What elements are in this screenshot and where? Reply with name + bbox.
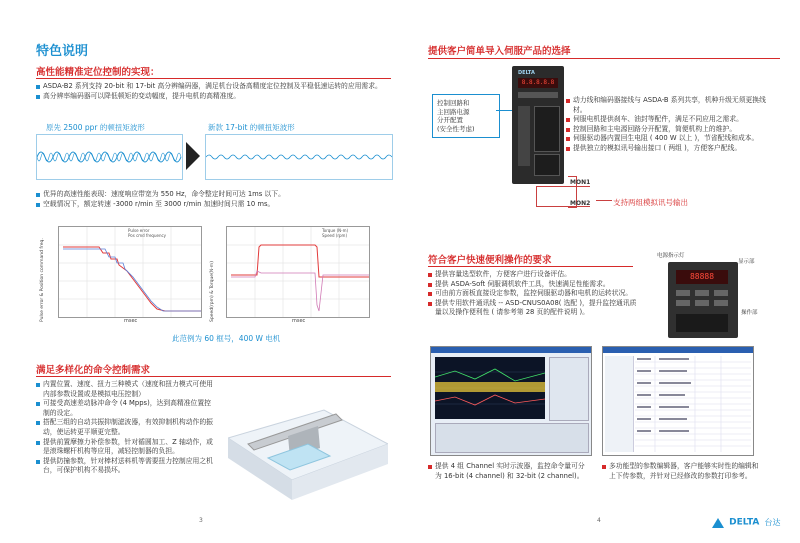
bullet: 伺服驱动器内置回生电阻 ( 400 W 以上 )，节省配线和成本。 bbox=[566, 134, 771, 144]
bullet: 优异的高速性能表现：速度响应带宽为 550 Hz，命令整定时间可达 1ms 以下。 bbox=[36, 190, 396, 200]
bullet: 提供专用软件通讯线 -- ASD-CNUS0A08( 选配 )，提升监控通讯质量以及操作便利性 ( 请参考第 28 页的配件说明 )。 bbox=[428, 299, 638, 318]
example-caption: 此范例为 60 框号，400 W 电机 bbox=[172, 334, 281, 343]
plot2-legend-item: Speed (rpm) bbox=[322, 233, 348, 238]
machine-illustration bbox=[228, 400, 388, 500]
panel-label-display: 显示部 bbox=[738, 259, 755, 265]
panel-key[interactable] bbox=[714, 300, 728, 306]
panel-key[interactable] bbox=[676, 300, 690, 306]
plot1 bbox=[58, 226, 202, 318]
drive-display: 8.8.8.8.8 bbox=[518, 78, 558, 88]
panel-key[interactable] bbox=[676, 290, 690, 296]
plot1-legend bbox=[128, 228, 166, 238]
operation-panel bbox=[668, 262, 738, 338]
right-sub2-bullets bbox=[428, 270, 638, 318]
drive-terminal bbox=[518, 106, 530, 166]
scope-controls bbox=[435, 423, 589, 453]
bullet: 动力线和编码器接线与 ASDA-B 系列共享，机种升级无须更换线材。 bbox=[566, 96, 771, 115]
divider bbox=[36, 376, 391, 377]
panel-label-keys: 操作部 bbox=[741, 310, 758, 316]
page-number-right: 4 bbox=[597, 517, 601, 524]
panel-lower bbox=[676, 314, 728, 332]
right-sub1-bullets bbox=[566, 96, 771, 154]
wave-svg-left bbox=[37, 135, 182, 179]
wave-chart-right bbox=[205, 134, 393, 180]
bullet: 可由前方面板直接设定参数，监控伺服驱动器和电机的运转状况。 bbox=[428, 289, 638, 299]
plot2-legend bbox=[322, 228, 348, 238]
mon-vline bbox=[536, 186, 537, 206]
drive-connector bbox=[534, 106, 560, 152]
plot2-xlabel: msec bbox=[292, 318, 306, 324]
callout-line: 控制回路和 bbox=[437, 99, 470, 107]
plot2-svg bbox=[227, 227, 369, 317]
panel-key[interactable] bbox=[695, 290, 709, 296]
bullet: 提供容量选型软件，方便客户进行设备评估。 bbox=[428, 270, 638, 280]
bullet: 控制回路和主电源回路分开配置，简便机构上的维护。 bbox=[566, 125, 771, 135]
plot2 bbox=[226, 226, 370, 318]
sub1-title: 高性能精准定位控制的实现： bbox=[36, 67, 160, 78]
param-editor-window bbox=[602, 346, 754, 456]
window-titlebar bbox=[603, 347, 753, 353]
bullet: 提供 4 组 Channel 实时示波器，监控命令量可分为 16-bit (4 channel) 和 32-bit (2 channel)。 bbox=[428, 462, 588, 481]
divider bbox=[428, 266, 633, 267]
bullet: 提供防撞参数，针对棒材送料机等需要扭力控制应用之机台，可保护机构不易损坏。 bbox=[36, 457, 214, 476]
perf-bullets bbox=[36, 190, 396, 209]
right-sub1-title: 提供客户简单导入伺服产品的选择 bbox=[428, 46, 571, 57]
divider bbox=[36, 78, 391, 79]
sub1-bullets bbox=[36, 82, 396, 101]
plot1-legend-item: Pos cmd frequency bbox=[128, 233, 167, 238]
mon1-line bbox=[536, 186, 590, 187]
panel-label-power: 电源指示灯 bbox=[657, 253, 685, 259]
plot2-ylabel: Speed(rpm) & Torque(N-m) bbox=[210, 261, 215, 322]
machine-svg bbox=[228, 400, 388, 500]
callout-box bbox=[432, 94, 500, 138]
scope-software-window bbox=[430, 346, 592, 456]
bullet: 内置位置、速度、扭力三种模式（速度和扭力模式可使用内部参数设置或是模拟电压控制） bbox=[36, 380, 214, 399]
bullet: 提供独立的模拟讯号输出接口 ( 两组 )，方便客户配线。 bbox=[566, 144, 771, 154]
arrow-right-icon bbox=[186, 142, 200, 170]
scope-screen bbox=[435, 357, 545, 419]
bullet: 提供前置摩擦力补偿参数，针对循圆加工、Z 轴动作，或是滚珠螺杆机构等应用，减轻控制器的负担。 bbox=[36, 438, 214, 457]
scope-side-panel bbox=[549, 357, 589, 421]
bullet: 空载情况下，额定转速 -3000 r/min 至 3000 r/min 加速时间只需 10 ms。 bbox=[36, 200, 396, 210]
mon1-label: MON1 bbox=[570, 179, 591, 186]
mon2-label: MON2 bbox=[570, 200, 591, 207]
sub2-bullets bbox=[36, 380, 214, 476]
footer-brand: DELTA bbox=[729, 517, 760, 528]
footer-logo bbox=[712, 512, 780, 531]
plot1-svg bbox=[59, 227, 201, 317]
bullet: 高分辨率编码器可以降低顿矩的变动幅度，提升电机的高精准度。 bbox=[36, 92, 396, 102]
panel-display: 88888 bbox=[676, 270, 728, 284]
section-title: 特色说明 bbox=[36, 44, 89, 59]
drive-connector bbox=[534, 154, 560, 176]
callout-line: 分开配置 bbox=[437, 116, 463, 124]
plot1-ylabel: Pulse error & Position command freq. bbox=[40, 238, 45, 322]
bullet: 可接受高速差动脉冲命令 (4 Mpps)，达到高精准位置控制的设定。 bbox=[36, 399, 214, 418]
bullet: 搭配三组的自动共振抑制滤波器，有效抑制机构动作的振动，使运转更平顺更完整。 bbox=[36, 418, 214, 437]
bullet: ASDA-B2 系列支持 20-bit 和 17-bit 高分辨编码器，满足机台设备高精度定位控制及平稳低速运转的应用需求。 bbox=[36, 82, 396, 92]
drive-brand: DELTA bbox=[518, 70, 535, 76]
window-titlebar bbox=[431, 347, 591, 353]
wave-right-label: 新款 17-bit 的顿扭矩波形 bbox=[208, 123, 295, 132]
panel-key[interactable] bbox=[714, 290, 728, 296]
footer-brand-cn: 台达 bbox=[764, 518, 781, 527]
plot2-legend-item: Torque (N-m) bbox=[322, 228, 349, 233]
plot1-xlabel: msec bbox=[124, 318, 138, 324]
servo-drive bbox=[512, 66, 564, 184]
wave-svg-right bbox=[206, 135, 392, 179]
divider bbox=[428, 58, 780, 59]
param-tree bbox=[605, 356, 634, 452]
plot1-legend-item: Pulse error bbox=[128, 228, 150, 233]
screen2-caption bbox=[602, 462, 762, 481]
screen1-caption bbox=[428, 462, 588, 481]
wave-left-label: 原先 2500 ppr 的顿扭矩波形 bbox=[46, 123, 145, 132]
mon-caption-line bbox=[596, 200, 612, 201]
sub2-title: 满足多样化的命令控制需求 bbox=[36, 365, 151, 376]
delta-triangle-icon bbox=[712, 518, 724, 528]
param-table-svg bbox=[635, 356, 751, 452]
scope-svg bbox=[435, 357, 545, 419]
bullet: 提供 ASDA-Soft 伺服调机软件工具，快速满足性能需求。 bbox=[428, 280, 638, 290]
callout-line: 主回路电源 bbox=[437, 107, 470, 116]
drive-buttons bbox=[518, 92, 558, 98]
callout-line: (安全性考虑) bbox=[437, 124, 475, 133]
right-sub2-title: 符合客户快速便利操作的要求 bbox=[428, 255, 552, 266]
wave-chart-left bbox=[36, 134, 183, 180]
panel-key[interactable] bbox=[695, 300, 709, 306]
bullet: 伺服电机提供刹车、油封等配件，满足不同应用之需求。 bbox=[566, 115, 771, 125]
mon-caption: 支持两组模拟讯号输出 bbox=[613, 198, 688, 207]
bullet: 多功能型的参数编辑器，客户能够实时性的编辑和上下传参数，并针对已经修改的参数打印参考。 bbox=[602, 462, 762, 481]
page-number-left: 3 bbox=[199, 517, 203, 524]
